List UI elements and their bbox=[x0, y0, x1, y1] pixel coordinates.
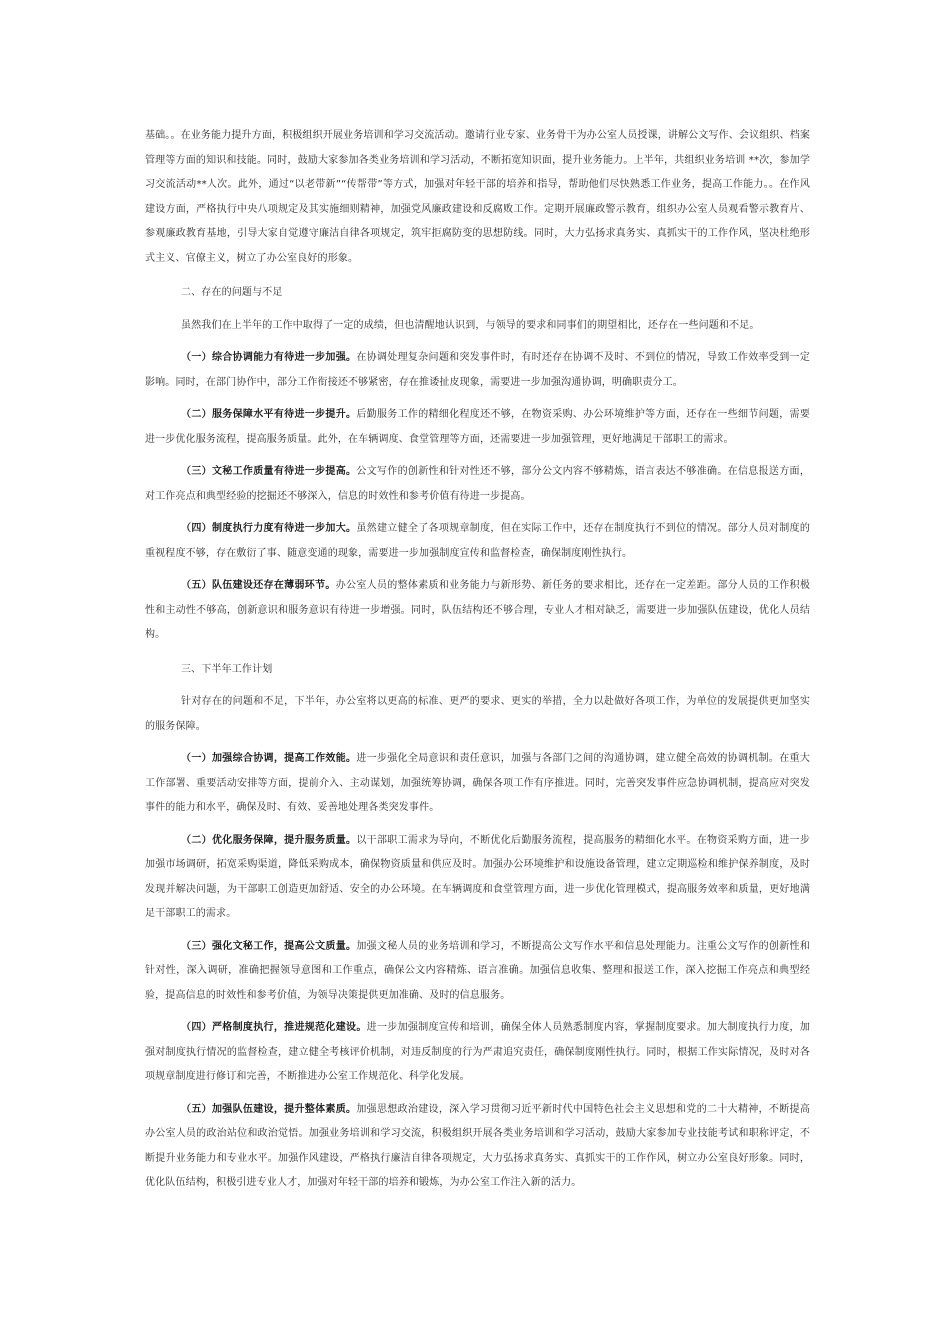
item-body: 公文写作的创新性和针对性还不够，部分公文内容不够精炼，语言表达不够准确。在信息报送方面，对工作亮点和典型经验的挖掘还不够深入，信息的时效性和参考价值有待进一步提高。 bbox=[145, 466, 810, 502]
document-body bbox=[145, 124, 810, 1196]
item-body: 进一步加强制度宣传和培训，确保全体人员熟悉制度内容，掌握制度要求。加大制度执行力度，加强对制度执行情况的监督检查，建立健全考核评价机制，对违反制度的行为严肃追究责任，确保制度刚性执行。同时，根据工作实际情况，及时对各项规章制度进行修订和完善，不断推进办公室工作规范化、科学化发展。 bbox=[145, 1022, 810, 1082]
item-heading: （二）优化服务保障，提升服务质量。 bbox=[181, 834, 357, 846]
item-heading: （一）加强综合协调，提高工作效能。 bbox=[181, 753, 357, 764]
item-body: 加强文秘人员的业务培训和学习，不断提高公文写作水平和信息处理能力。注重公文写作的创新性和针对性，深入调研，准确把握领导意图和工作重点，确保公文内容精炼、语言准确。加强信息收集、整理和报送工作，深入挖掘工作亮点和典型经验，提高信息的时效性和参考价值，为领导决策提供更加准确、及时的信息服务。 bbox=[145, 940, 810, 1001]
section-3-item-2 bbox=[145, 829, 810, 927]
item-body: 在协调处理复杂问题和突发事件时，有时还存在协调不及时、不到位的情况，导致工作效率受到一定影响。同时，在部门协作中，部分工作衔接还不够紧密，存在推诿扯皮现象，需要进一步加强沟通协调，明确职责分工。 bbox=[145, 352, 810, 388]
item-body: 加强思想政治建设，深入学习贯彻习近平新时代中国特色社会主义思想和党的二十大精神，不断提高办公室人员的政治站位和政治觉悟。加强业务培训和学习交流，积极组织开展各类业务培训和学习活动，鼓励大家参加专业技能考试和职称评定，不断提升业务能力和专业水平。加强作风建设，严格执行廉洁自律各项规定，大力弘扬求真务实、真抓实干的工作作风，树立办公室良好形象。同时，优化队伍结构，积极引进专业人才，加强对年轻干部的培养和锻炼，为办公室工作注入新的活力。 bbox=[145, 1103, 810, 1188]
section-3-item-3 bbox=[145, 935, 810, 1009]
item-body: 虽然建立健全了各项规章制度，但在实际工作中，还存在制度执行不到位的情况。部分人员对制度的重视程度不够，存在敷衍了事、随意变通的现象，需要进一步加强制度宣传和监督检查，确保制度刚性执行。 bbox=[145, 523, 810, 559]
item-body: 办公室人员的整体素质和业务能力与新形势、新任务的要求相比，还存在一定差距。部分人员的工作积极性和主动性不够高，创新意识和服务意识有待进一步增强。同时，队伍结构还不够合理，专业人才相对缺乏，需要进一步加强队伍建设，优化人员结构。 bbox=[145, 580, 811, 640]
item-body: 后勤服务工作的精细化程度还不够，在物资采购、办公环境维护等方面，还存在一些细节问题，需要进一步优化服务流程，提高服务质量。此外，在车辆调度、食堂管理等方面，还需要进一步加强管理，更好地满足干部职工的需求。 bbox=[145, 409, 810, 445]
section-2-item-5 bbox=[145, 574, 810, 648]
section-3-title: 三、下半年工作计划 bbox=[181, 663, 273, 675]
item-heading: （五）队伍建设还存在薄弱环节。 bbox=[181, 580, 336, 591]
item-heading: （三）文秘工作质量有待进一步提高。 bbox=[181, 466, 357, 477]
item-heading: （五）加强队伍建设，提升整体素质。 bbox=[181, 1103, 357, 1115]
section-2-item-1 bbox=[145, 346, 810, 395]
section-3-item-5 bbox=[145, 1098, 810, 1196]
section-2-item-3 bbox=[145, 460, 810, 509]
section-3-item-4 bbox=[145, 1016, 810, 1090]
section-3-lead: 针对存在的问题和不足，下半年，办公室将以更高的标准、更严的要求、更实的举措，全力以赴做好各项工作，为单位的发展提供更加坚实的服务保障。 bbox=[145, 696, 810, 732]
item-heading: （四）严格制度执行，推进规范化建设。 bbox=[181, 1022, 367, 1033]
section-2-lead: 虽然我们在上半年的工作中取得了一定的成绩，但也清醒地认识到，与领导的要求和同事们的期望相比，还存在一些问题和不足。 bbox=[181, 319, 760, 331]
section-2-item-2 bbox=[145, 403, 810, 452]
item-heading: （一）综合协调能力有待进一步加强。 bbox=[181, 352, 357, 363]
item-heading: （三）强化文秘工作，提高公文质量。 bbox=[181, 940, 357, 952]
intro-paragraph: 基础。。在业务能力提升方面，积极组织开展业务培训和学习交流活动。邀请行业专家、业务骨干为办公室人员授课，讲解公文写作、会议组织、档案管理等方面的知识和技能。同时，鼓励大家参加各类业务培训和学习活动，不断拓宽知识面，提升业务能力。上半年，共组织业务培训 **次，参加学习交流活动**人次。此外，通过“以老带新”“传帮带”等方式，加强对年轻干部的培养和指导，帮助他们尽快熟悉工作业务，提高工作能力。。在作风建设方面，严格执行中央八项规定及其实施细则精神，加强党风廉政建设和反腐败工作。定期开展廉政警示教育，组织办公室人员观看警示教育片、参观廉政教育基地，引导大家自觉遵守廉洁自律各项规定，筑牢拒腐防变的思想防线。同时，大力弘扬求真务实、真抓实干的工作作风，坚决杜绝形式主义、官僚主义，树立了办公室良好的形象。 bbox=[145, 130, 810, 264]
item-body: 以干部职工需求为导向，不断优化后勤服务流程，提高服务的精细化水平。在物资采购方面，进一步加强市场调研，拓宽采购渠道，降低采购成本，确保物资质量和供应及时。加强办公环境维护和设施设备管理，建立定期巡检和维护保养制度，及时发现并解决问题，为干部职工创造更加舒适、安全的办公环境。在车辆调度和食堂管理方面，进一步优化管理模式，提高服务效率和质量，更好地满足干部职工的需求。 bbox=[145, 834, 810, 919]
section-2-title: 二、存在的问题与不足 bbox=[181, 287, 283, 298]
item-heading: （二）服务保障水平有待进一步提升。 bbox=[181, 409, 357, 420]
item-heading: （四）制度执行力度有待进一步加大。 bbox=[181, 523, 357, 534]
section-3-item-1 bbox=[145, 747, 810, 821]
item-body: 进一步强化全局意识和责任意识，加强与各部门之间的沟通协调，建立健全高效的协调机制。在重大工作部署、重要活动安排等方面，提前介入、主动谋划，加强统筹协调，确保各项工作有序推进。同时，完善突发事件应急协调机制，提高应对突发事件的能力和水平，确保及时、有效、妥善地处理各类突发事件。 bbox=[145, 753, 810, 813]
section-2-item-4 bbox=[145, 517, 810, 566]
